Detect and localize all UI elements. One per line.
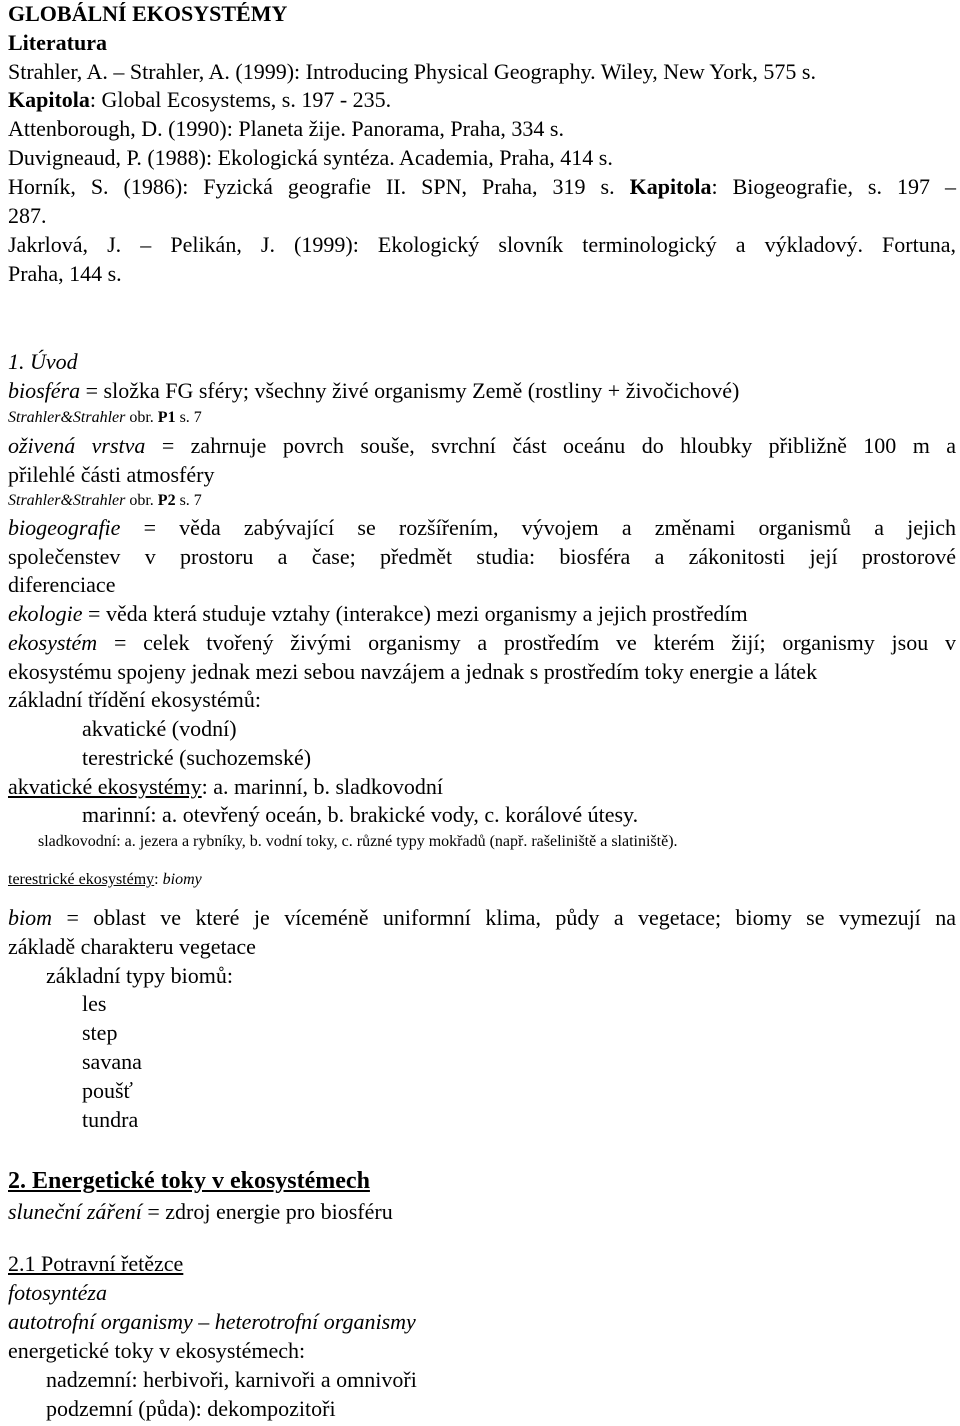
trideni-item: akvatické (vodní) xyxy=(82,716,237,741)
literature-entry-duvigneaud: Duvigneaud, P. (1988): Ekologická syntéza. Academia, Praha, 414 s. xyxy=(8,145,613,170)
akvaticke-line xyxy=(8,773,443,801)
def-biom-cont: základě charakteru vegetace xyxy=(8,934,256,959)
akvaticke-text: : a. marinní, b. sladkovodní xyxy=(201,774,444,799)
ref-author: Strahler&Strahler xyxy=(8,409,126,426)
def-ekosystem xyxy=(8,629,956,657)
ref-page: s. 7 xyxy=(175,492,202,509)
term: ekologie xyxy=(8,601,83,626)
def-ozivena-cont: přilehlé části atmosféry xyxy=(8,462,215,487)
ref-ozivena xyxy=(8,491,202,511)
ref-fig: obr. xyxy=(125,409,158,426)
section1-heading: 1. Úvod xyxy=(8,349,78,374)
fotosynteza: fotosyntéza xyxy=(8,1280,107,1305)
biom-type: tundra xyxy=(82,1107,139,1132)
term: ekosystém xyxy=(8,630,98,655)
definition: = celek tvořený živými organismy a prostředím ve kterém žijí; organismy jsou v xyxy=(97,630,956,655)
chapter-label: Kapitola xyxy=(8,87,90,112)
terestricke-line xyxy=(8,870,202,890)
ref-author: Strahler&Strahler xyxy=(8,492,126,509)
biom-types-label: základní typy biomů: xyxy=(46,963,233,988)
akvaticke-sladkovodni: sladkovodní: a. jezera a rybníky, b. vodní toky, c. různé typy mokřadů (např. rašeliniště a slatiniště). xyxy=(38,833,678,850)
def-ozivena xyxy=(8,432,956,460)
def-slunecni xyxy=(8,1198,393,1226)
literature-entry-hornik-cont: 287. xyxy=(8,203,47,228)
chapter-text: : Global Ecosystems, s. 197 - 235. xyxy=(89,87,392,112)
section2-heading: 2. Energetické toky v ekosystémech xyxy=(8,1168,370,1194)
akvaticke-marinni: marinní: a. otevřený oceán, b. brakické vody, c. korálové útesy. xyxy=(82,802,639,827)
trideni-label: základní třídění ekosystémů: xyxy=(8,687,261,712)
document-title: GLOBÁLNÍ EKOSYSTÉMY xyxy=(8,1,288,26)
ref-page: s. 7 xyxy=(175,409,202,426)
terestricke-label: terestrické ekosystémy xyxy=(8,871,155,888)
definition: = zahrnuje povrch souše, svrchní část oceánu do hloubky přibližně 100 m a xyxy=(145,433,957,458)
definition: = složka FG sféry; všechny živé organismy Země (rostliny + živočichové) xyxy=(80,378,740,403)
hornik-text: Horník, S. (1986): Fyzická geografie II. SPN, Praha, 319 s. xyxy=(8,174,630,199)
term: biom xyxy=(8,905,52,930)
terestricke-text: biomy xyxy=(162,871,202,888)
terestricke-colon: : xyxy=(154,871,163,888)
def-biosfera xyxy=(8,377,739,405)
literature-entry-strahler: Strahler, A. – Strahler, A. (1999): Introducing Physical Geography. Wiley, New York, 575 s. xyxy=(8,59,816,84)
ref-biosfera xyxy=(8,408,202,428)
biom-type: step xyxy=(82,1020,118,1045)
def-ekosystem-cont: ekosystému spojeny jednak mezi sebou navzájem a jednak s prostředím toky energie a látek xyxy=(8,659,818,684)
podzemni: podzemní (půda): dekompozitoři xyxy=(46,1396,336,1421)
literature-entry-attenborough: Attenborough, D. (1990): Planeta žije. Panorama, Praha, 334 s. xyxy=(8,116,564,141)
chapter-label: Kapitola xyxy=(629,174,712,199)
literature-entry-strahler-chapter xyxy=(8,86,391,114)
definition: = zdroj energie pro biosféru xyxy=(141,1199,393,1224)
literature-entry-jakrlova-cont: Praha, 144 s. xyxy=(8,261,122,286)
chapter-text: : Biogeografie, s. 197 – xyxy=(711,174,956,199)
literature-entry-hornik xyxy=(8,173,956,201)
autotrofni-heterotrofni: autotrofní organismy – heterotrofní organismy xyxy=(8,1309,416,1334)
term: biogeografie xyxy=(8,515,121,540)
def-biogeografie xyxy=(8,514,956,542)
subsection-heading: 2.1 Potravní řetězce xyxy=(8,1251,184,1276)
energeticke-toky-label: energetické toky v ekosystémech: xyxy=(8,1338,306,1363)
term: oživená vrstva xyxy=(8,433,146,458)
definition: = věda zabývající se rozšířením, vývojem a změnami organismů a jejich xyxy=(120,515,956,540)
term: sluneční záření xyxy=(8,1199,142,1224)
nadzemni: nadzemní: herbivoři, karnivoři a omnivoři xyxy=(46,1367,417,1392)
biom-type: savana xyxy=(82,1049,142,1074)
definition: = oblast ve které je víceméně uniformní klima, půdy a vegetace; biomy se vymezují na xyxy=(52,905,956,930)
ref-fig: obr. xyxy=(125,492,158,509)
literature-entry-jakrlova: Jakrlová, J. – Pelikán, J. (1999): Ekologický slovník terminologický a výkladový. Fortuna, xyxy=(8,232,956,257)
akvaticke-label: akvatické ekosystémy xyxy=(8,774,202,799)
def-biogeografie-cont2: diferenciace xyxy=(8,572,116,597)
term: biosféra xyxy=(8,378,81,403)
ref-fig-id: P1 xyxy=(157,409,176,426)
biom-type: les xyxy=(82,991,107,1016)
definition: = věda která studuje vztahy (interakce) mezi organismy a jejich prostředím xyxy=(82,601,748,626)
def-biom xyxy=(8,904,956,932)
def-ekologie xyxy=(8,600,748,628)
biom-type: poušť xyxy=(82,1078,133,1103)
trideni-item: terestrické (suchozemské) xyxy=(82,745,312,770)
literature-heading: Literatura xyxy=(8,30,107,55)
def-biogeografie-cont: společenstev v prostoru a čase; předmět studia: biosféra a zákonitosti její prostorové xyxy=(8,544,956,569)
ref-fig-id: P2 xyxy=(157,492,176,509)
